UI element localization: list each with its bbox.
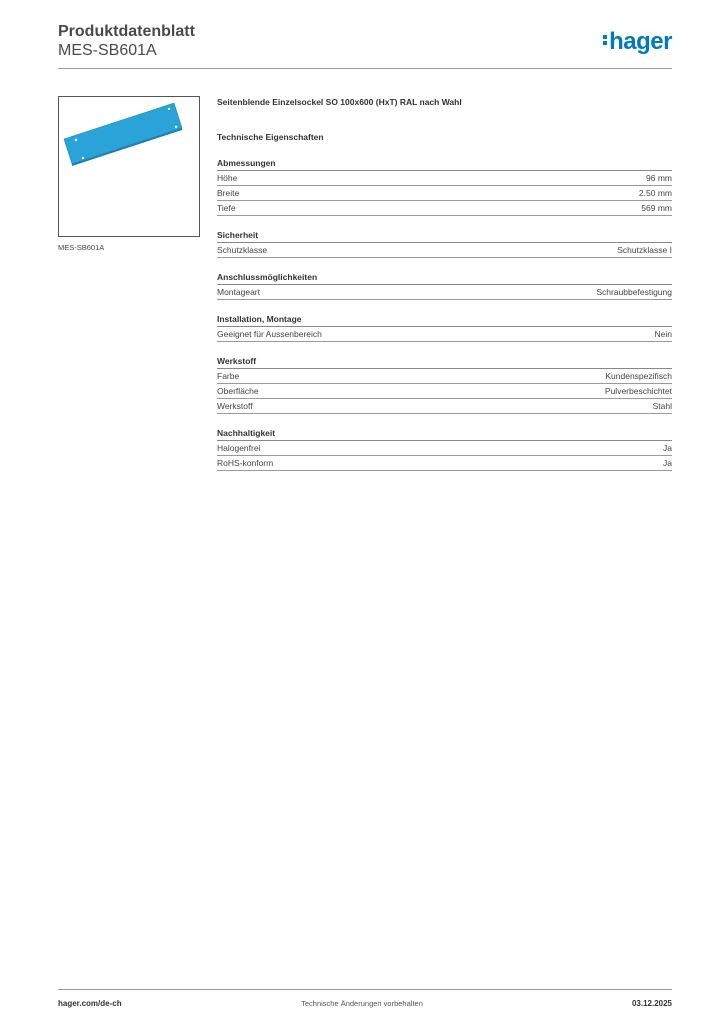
property-value: 96 mm	[646, 173, 672, 183]
page-header	[58, 22, 672, 70]
property-row	[217, 201, 672, 216]
logo-dots-icon	[603, 33, 608, 47]
property-label: Halogenfrei	[217, 443, 261, 453]
mounting-hole	[75, 139, 77, 141]
property-label: Schutzklasse	[217, 245, 268, 255]
property-row	[217, 399, 672, 414]
property-label: Werkstoff	[217, 401, 253, 411]
property-section	[217, 271, 672, 300]
product-code-title: MES-SB601A	[58, 42, 157, 59]
property-label: Breite	[217, 188, 240, 198]
product-image-frame	[58, 96, 200, 237]
technical-properties-heading: Technische Eigenschaften	[217, 132, 324, 142]
property-section	[217, 427, 672, 471]
property-label: Geeignet für Aussenbereich	[217, 329, 322, 339]
product-details	[217, 96, 672, 471]
property-row	[217, 243, 672, 258]
hager-logo	[603, 30, 672, 54]
property-value: Schraubbefestigung	[596, 287, 672, 297]
section-title: Werkstoff	[217, 355, 672, 369]
property-label: RoHS-konform	[217, 458, 274, 468]
section-title: Nachhaltigkeit	[217, 427, 672, 441]
property-row	[217, 441, 672, 456]
product-image-caption: MES-SB601A	[58, 243, 105, 252]
property-label: Höhe	[217, 173, 238, 183]
side-panel-shape	[64, 103, 182, 164]
property-row	[217, 285, 672, 300]
mounting-hole	[168, 108, 170, 110]
property-value: Kundenspezifisch	[605, 371, 672, 381]
property-row	[217, 369, 672, 384]
property-label: Tiefe	[217, 203, 236, 213]
property-value: Ja	[663, 443, 672, 453]
property-section	[217, 313, 672, 342]
property-section	[217, 355, 672, 414]
section-title: Anschlussmöglichkeiten	[217, 271, 672, 285]
document-type-title: Produktdatenblatt	[58, 23, 195, 40]
footer-notice: Technische Änderungen vorbehalten	[301, 999, 423, 1008]
property-label: Montageart	[217, 287, 260, 297]
property-value: Nein	[654, 329, 672, 339]
footer-divider	[58, 989, 672, 990]
property-label: Farbe	[217, 371, 240, 381]
section-title: Sicherheit	[217, 229, 672, 243]
product-image	[59, 97, 199, 236]
property-row	[217, 186, 672, 201]
property-row	[217, 384, 672, 399]
header-divider	[58, 68, 672, 69]
property-value: Schutzklasse I	[617, 245, 672, 255]
property-value: Pulverbeschichtet	[604, 386, 672, 396]
footer-date: 03.12.2025	[631, 999, 672, 1008]
mounting-hole	[82, 157, 84, 159]
property-value: Stahl	[652, 401, 672, 411]
property-sections	[217, 157, 672, 471]
footer-website: hager.com/de-ch	[58, 999, 122, 1008]
property-value: 569 mm	[641, 203, 672, 213]
mounting-hole	[175, 126, 177, 128]
property-row	[217, 171, 672, 186]
property-row	[217, 327, 672, 342]
section-title: Installation, Montage	[217, 313, 672, 327]
property-value: 2.50 mm	[638, 188, 672, 198]
property-section	[217, 229, 672, 258]
section-title: Abmessungen	[217, 157, 672, 171]
logo-text: hager	[609, 28, 672, 55]
property-value: Ja	[663, 458, 672, 468]
property-label: Oberfläche	[217, 386, 259, 396]
property-section	[217, 157, 672, 216]
product-description: Seitenblende Einzelsockel SO 100x600 (HxT) RAL nach Wahl	[217, 97, 462, 107]
property-row	[217, 456, 672, 471]
